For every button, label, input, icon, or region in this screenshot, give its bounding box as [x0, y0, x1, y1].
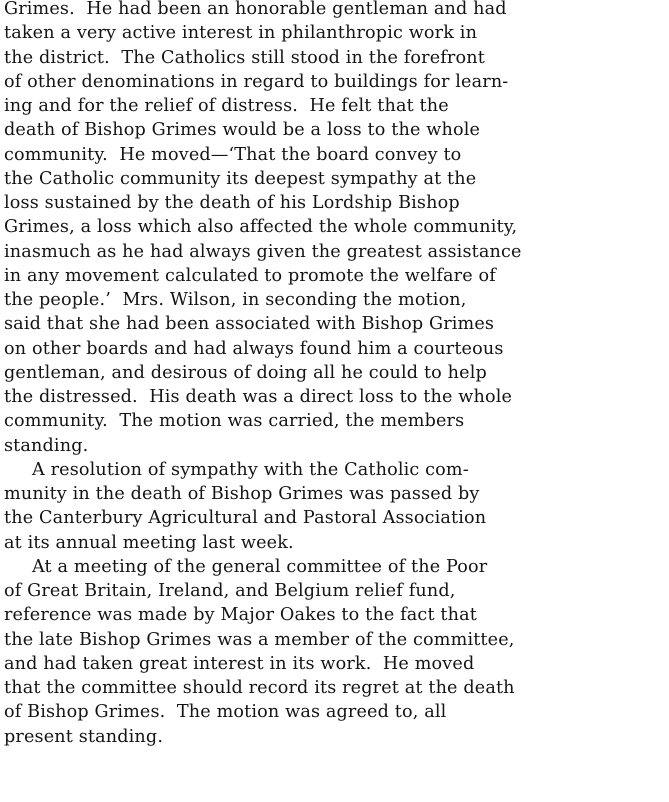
text-line: said that she had been associated with Bishop Grimes [4, 314, 495, 335]
text-line: the late Bishop Grimes was a member of the committee, [4, 629, 515, 650]
text-line: the district. The Catholics still stood in the forefront [4, 47, 485, 68]
text-line: and had taken great interest in its work. He moved [4, 653, 475, 674]
text-line: the Catholic community its deepest sympathy at the [4, 168, 477, 189]
text-line: community. He moved—‘That the board convey to [4, 144, 462, 165]
text-line: on other boards and had always found him a courteous [4, 338, 504, 359]
text-line: community. The motion was carried, the members [4, 411, 465, 432]
text-line: that the committee should record its regret at the death [4, 678, 515, 698]
text-line: the Canterbury Agricultural and Pastoral Association [4, 508, 487, 529]
text-line: Grimes. He had been an honorable gentleman and had [4, 0, 507, 19]
text-line: A resolution of sympathy with the Catholic com- [32, 459, 469, 480]
text-line: Grimes, a loss which also affected the whole community, [4, 217, 518, 238]
text-line: the people.’ Mrs. Wilson, in seconding the motion, [4, 290, 467, 310]
text-line: reference was made by Major Oakes to the fact that [4, 605, 477, 626]
text-line: taken a very active interest in philanthropic work in [4, 23, 478, 44]
text-line: the distressed. His death was a direct loss to the whole [4, 387, 513, 407]
paragraph-relief-fund-committee [4, 555, 667, 749]
text-line: at its annual meeting last week. [4, 532, 294, 553]
text-line: ing and for the relief of distress. He felt that the [4, 96, 449, 116]
text-line: gentleman, and desirous of doing all he could to help [4, 362, 487, 383]
text-line: in any movement calculated to promote the welfare of [4, 265, 496, 286]
text-line: loss sustained by the death of his Lordship Bishop [4, 193, 460, 213]
paragraph-bishop-grimes-tribute [4, 0, 667, 458]
text-line: death of Bishop Grimes would be a loss to the whole [4, 120, 481, 141]
text-line: present standing. [4, 726, 164, 747]
text-line: munity in the death of Bishop Grimes was passed by [4, 484, 480, 504]
paragraph-canterbury-resolution [4, 458, 667, 555]
text-line: of Bishop Grimes. The motion was agreed to, all [4, 702, 447, 723]
text-line: of other denominations in regard to buildings for learn- [4, 71, 509, 92]
text-line: At a meeting of the general committee of the Poor [32, 556, 488, 577]
text-line: inasmuch as he had always given the greatest assistance [4, 241, 522, 262]
text-line: of Great Britain, Ireland, and Belgium relief fund, [4, 581, 456, 601]
text-line: standing. [4, 435, 89, 456]
